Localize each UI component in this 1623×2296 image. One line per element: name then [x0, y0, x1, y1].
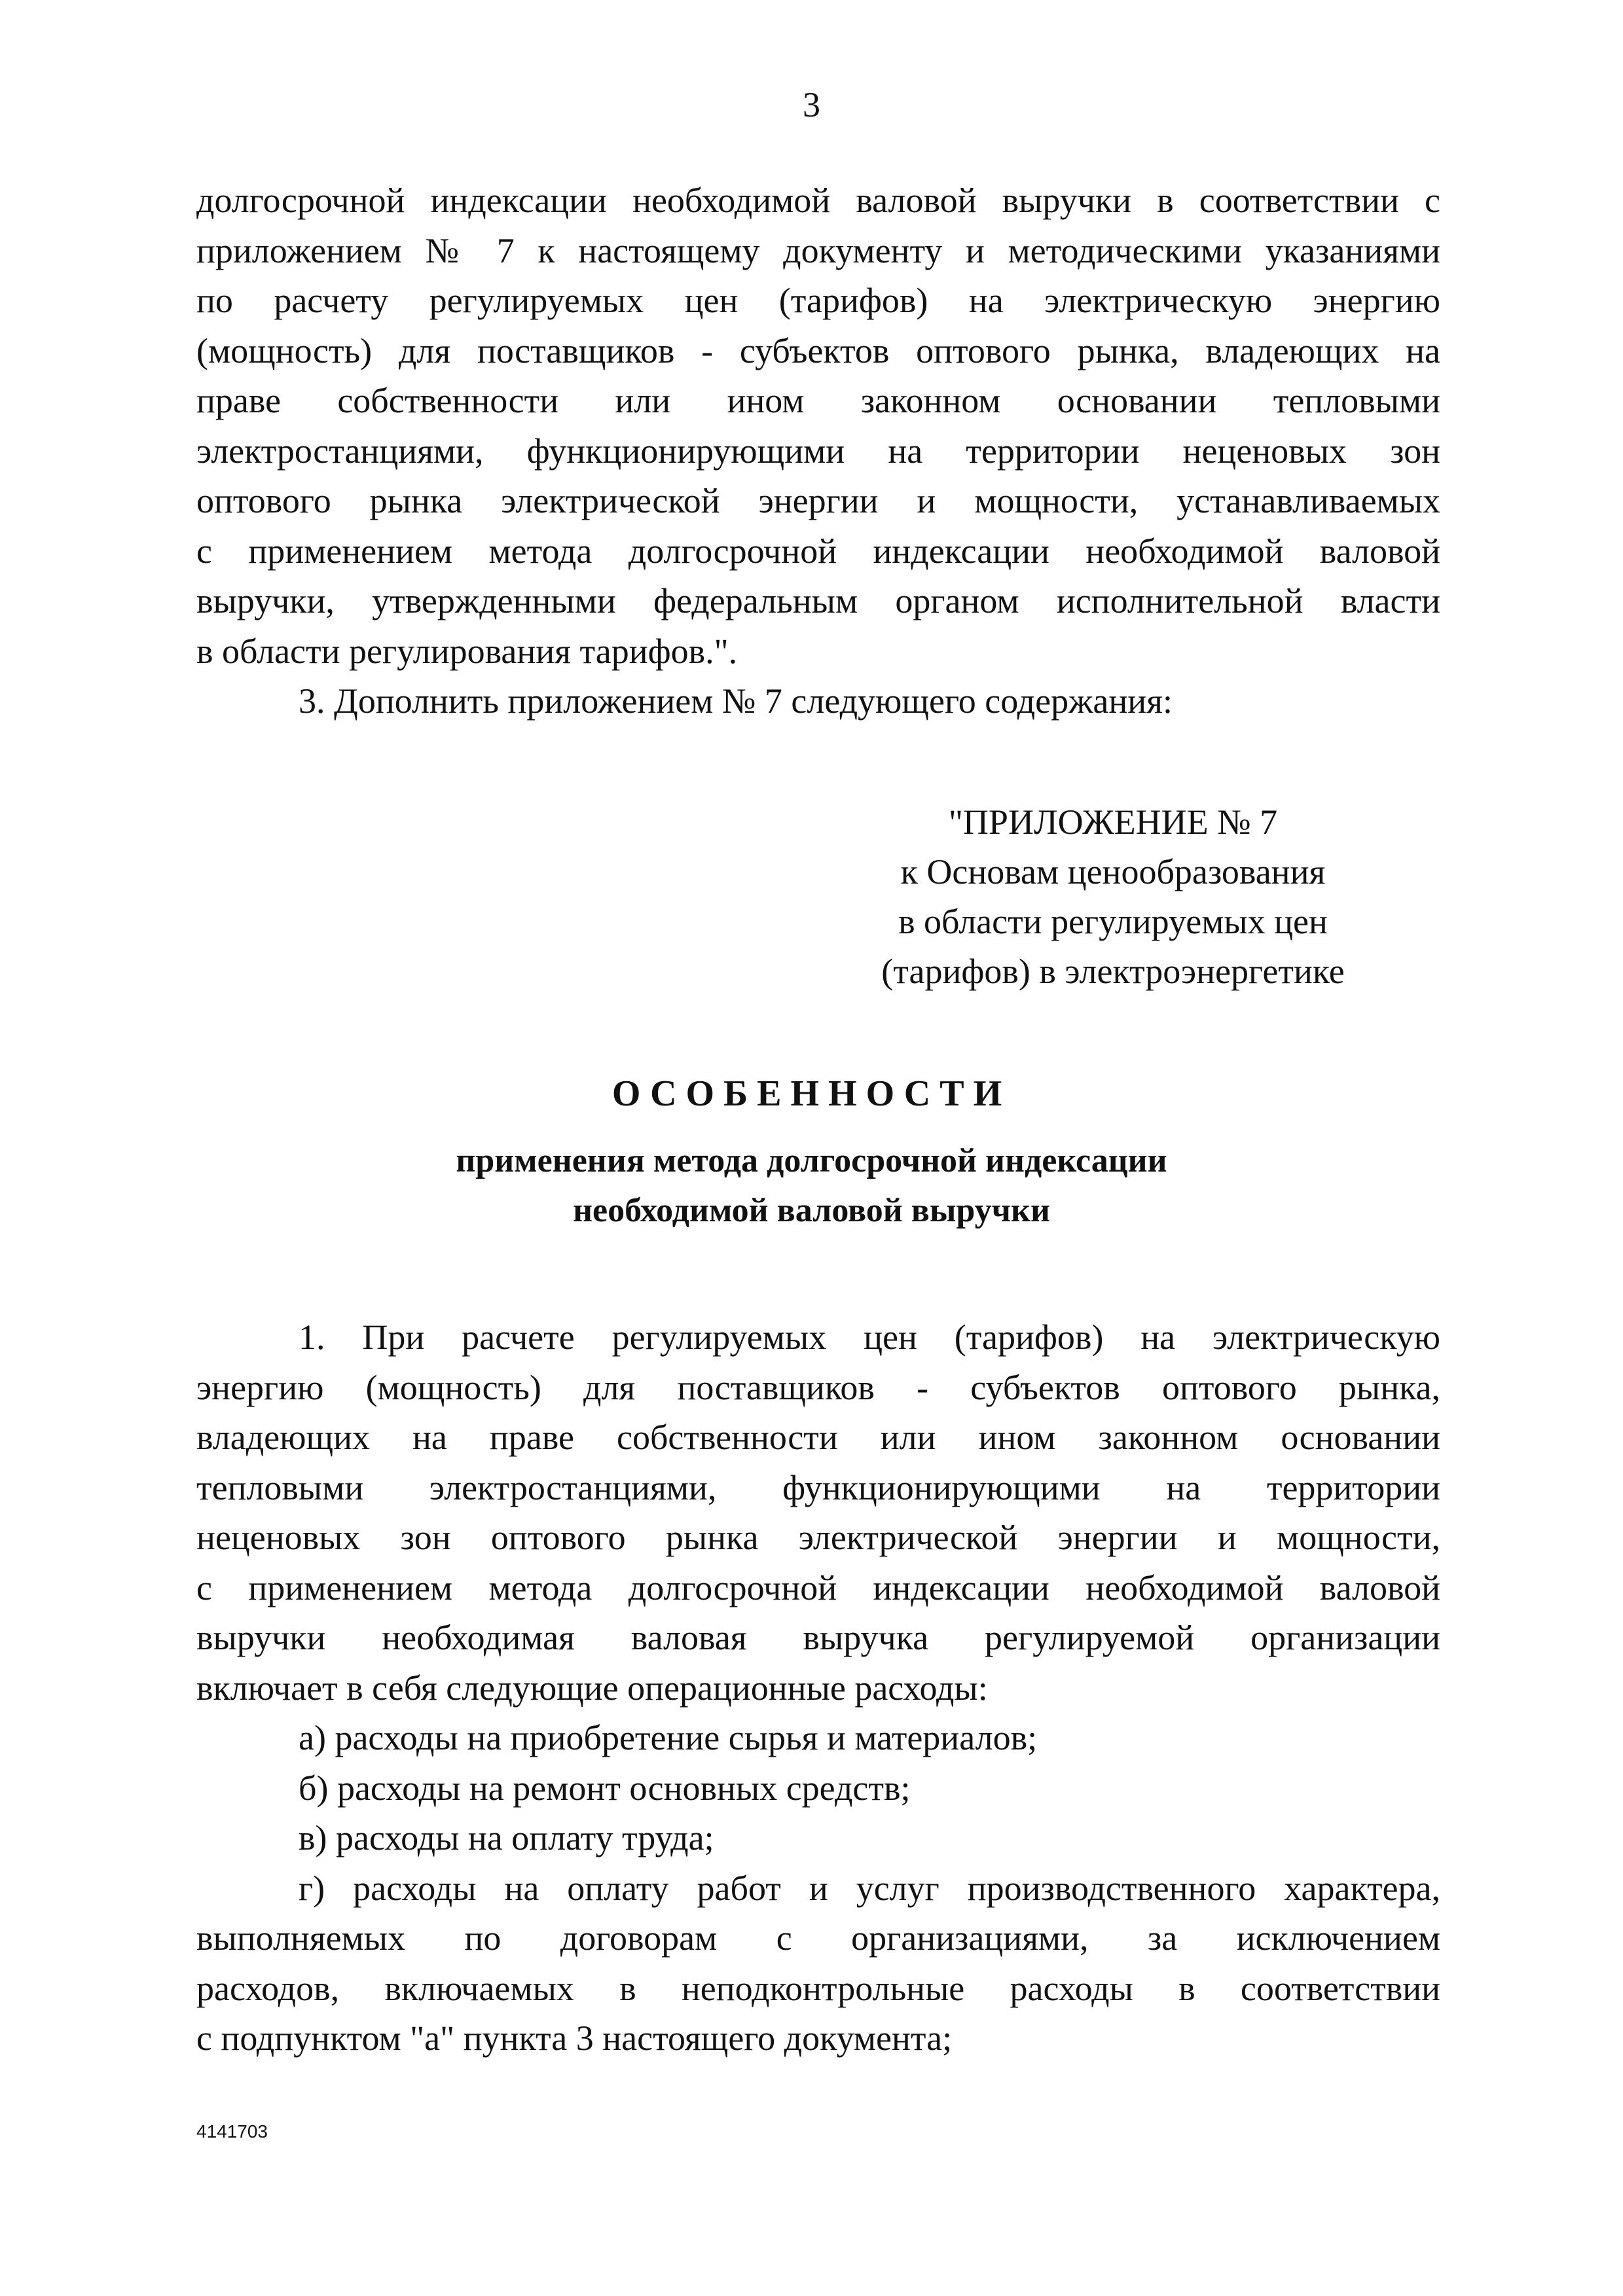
text-line: оптового рынка электрической энергии и мощности, устанавливаемых [196, 481, 1440, 520]
text-line: неценовых зон оптового рынка электрической энергии и мощности, [196, 1518, 1440, 1557]
list-item-a: а) расходы на приобретение сырья и материалов; [299, 1718, 1038, 1757]
list-item-g: г) расходы на оплату работ и услуг производственного характера, [299, 1868, 1440, 1908]
appendix-line: (тарифов) в электроэнергетике [881, 952, 1345, 991]
subtitle-line: необходимой валовой выручки [573, 1192, 1050, 1229]
text-line: выручки необходимая валовая выручка регулируемой организации [196, 1618, 1440, 1657]
text-line: расходов, включаемых в неподконтрольные расходы в соответствии [196, 1968, 1440, 2008]
appendix-title: "ПРИЛОЖЕНИЕ № 7 [948, 802, 1278, 842]
text-line: включает в себя следующие операционные расходы: [196, 1668, 988, 1708]
text-line: в области регулирования тарифов.". [196, 631, 738, 671]
text-line: с применением метода долгосрочной индексации необходимой валовой [196, 531, 1440, 571]
appendix-line: в области регулируемых цен [898, 902, 1328, 941]
list-item-b: б) расходы на ремонт основных средств; [299, 1768, 911, 1808]
text-line: с подпунктом "а" пункта 3 настоящего документа; [196, 2018, 953, 2058]
text-line: владеющих на праве собственности или ином законном основании [196, 1418, 1440, 1457]
text-line: (мощность) для поставщиков - субъектов оптового рынка, владеющих на [196, 331, 1440, 370]
appendix-line: к Основам ценообразования [900, 852, 1326, 891]
section-title: ОСОБЕННОСТИ [611, 1073, 1012, 1114]
text-line: приложением № 7 к настоящему документу и методическими указаниями [196, 230, 1440, 270]
list-item-v: в) расходы на оплату труда; [299, 1818, 714, 1857]
page-number: 3 [803, 85, 820, 124]
body-paragraphs [196, 1312, 1440, 2064]
text-line: по расчету регулируемых цен (тарифов) на электрическую энергию [196, 281, 1440, 320]
text-line: выручки, утвержденными федеральным органом исполнительной власти [196, 581, 1440, 620]
text-line: тепловыми электростанциями, функционирующими на территории [196, 1467, 1440, 1507]
appendix-header [851, 797, 1375, 996]
text-line: долгосрочной индексации необходимой валовой выручки в соответствии с [196, 181, 1440, 220]
text-line: праве собственности или ином законном основании тепловыми [196, 381, 1440, 420]
document-code: 4141703 [196, 2121, 268, 2142]
text-line: 1. При расчете регулируемых цен (тарифов) на электрическую [299, 1318, 1440, 1357]
text-line: с применением метода долгосрочной индексации необходимой валовой [196, 1568, 1440, 1607]
section-subtitle [0, 1136, 1623, 1236]
item-3-line: 3. Дополнить приложением № 7 следующего содержания: [299, 681, 1173, 721]
text-line: выполняемых по договорам с организациями, за исключением [196, 1918, 1440, 1958]
text-line: электростанциями, функционирующими на территории неценовых зон [196, 431, 1440, 471]
text-line: энергию (мощность) для поставщиков - субъектов оптового рынка, [196, 1367, 1440, 1407]
intro-paragraph [196, 175, 1440, 726]
subtitle-line: применения метода долгосрочной индексации [456, 1142, 1167, 1179]
